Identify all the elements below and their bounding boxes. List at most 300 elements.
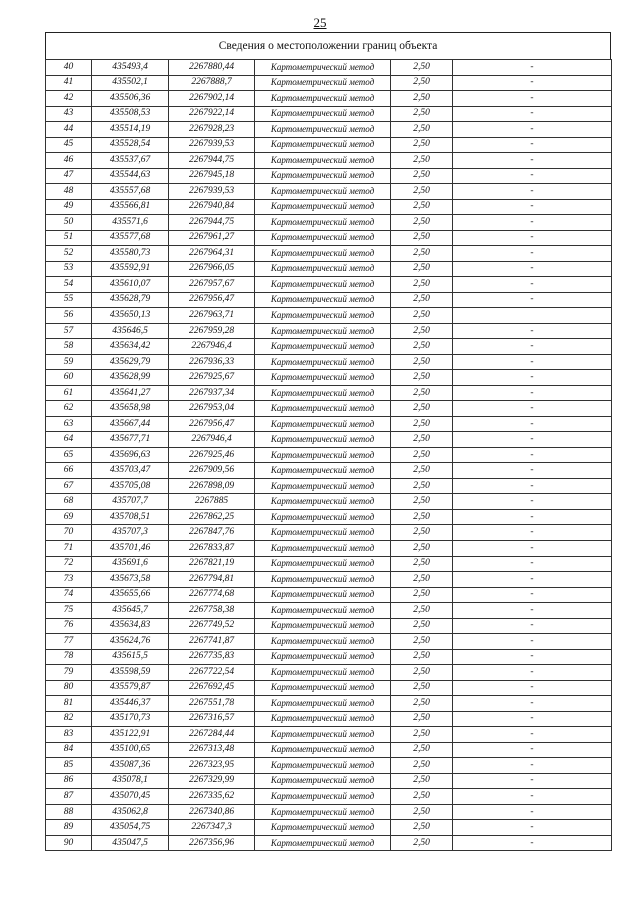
y-coordinate-cell: 2267957,67 bbox=[169, 277, 255, 293]
method-cell: Картометрический метод bbox=[255, 649, 391, 665]
method-cell: Картометрический метод bbox=[255, 261, 391, 277]
remarks-cell: - bbox=[453, 230, 612, 246]
x-coordinate-cell: 435705,08 bbox=[92, 478, 169, 494]
table-row bbox=[46, 727, 612, 743]
point-number-cell: 42 bbox=[46, 91, 92, 107]
accuracy-cell: 2,50 bbox=[391, 587, 453, 603]
accuracy-cell: 2,50 bbox=[391, 696, 453, 712]
method-cell: Картометрический метод bbox=[255, 75, 391, 91]
x-coordinate-cell: 435493,4 bbox=[92, 60, 169, 76]
method-cell: Картометрический метод bbox=[255, 634, 391, 650]
remarks-cell: - bbox=[453, 773, 612, 789]
table-row bbox=[46, 354, 612, 370]
remarks-cell: - bbox=[453, 618, 612, 634]
accuracy-cell: 2,50 bbox=[391, 385, 453, 401]
x-coordinate-cell: 435514,19 bbox=[92, 122, 169, 138]
table-row bbox=[46, 261, 612, 277]
method-cell: Картометрический метод bbox=[255, 153, 391, 169]
remarks-cell: - bbox=[453, 835, 612, 851]
point-number-cell: 61 bbox=[46, 385, 92, 401]
x-coordinate-cell: 435628,79 bbox=[92, 292, 169, 308]
point-number-cell: 77 bbox=[46, 634, 92, 650]
y-coordinate-cell: 2267964,31 bbox=[169, 246, 255, 262]
method-cell: Картометрический метод bbox=[255, 758, 391, 774]
remarks-cell: - bbox=[453, 184, 612, 200]
remarks-cell: - bbox=[453, 696, 612, 712]
x-coordinate-cell: 435615,5 bbox=[92, 649, 169, 665]
x-coordinate-cell: 435655,66 bbox=[92, 587, 169, 603]
remarks-cell: - bbox=[453, 603, 612, 619]
accuracy-cell: 2,50 bbox=[391, 742, 453, 758]
method-cell: Картометрический метод bbox=[255, 339, 391, 355]
y-coordinate-cell: 2267880,44 bbox=[169, 60, 255, 76]
table-row bbox=[46, 618, 612, 634]
table-row bbox=[46, 509, 612, 525]
table-row bbox=[46, 416, 612, 432]
remarks-cell: - bbox=[453, 742, 612, 758]
accuracy-cell: 2,50 bbox=[391, 370, 453, 386]
remarks-cell: - bbox=[453, 463, 612, 479]
point-number-cell: 66 bbox=[46, 463, 92, 479]
table-caption: Сведения о местоположении границ объекта bbox=[45, 32, 611, 59]
table-row bbox=[46, 820, 612, 836]
accuracy-cell: 2,50 bbox=[391, 618, 453, 634]
method-cell: Картометрический метод bbox=[255, 603, 391, 619]
x-coordinate-cell: 435528,54 bbox=[92, 137, 169, 153]
table-row bbox=[46, 587, 612, 603]
x-coordinate-cell: 435624,76 bbox=[92, 634, 169, 650]
table-row bbox=[46, 137, 612, 153]
point-number-cell: 88 bbox=[46, 804, 92, 820]
y-coordinate-cell: 2267347,3 bbox=[169, 820, 255, 836]
y-coordinate-cell: 2267956,47 bbox=[169, 292, 255, 308]
y-coordinate-cell: 2267356,96 bbox=[169, 835, 255, 851]
remarks-cell: - bbox=[453, 60, 612, 76]
point-number-cell: 83 bbox=[46, 727, 92, 743]
x-coordinate-cell: 435446,37 bbox=[92, 696, 169, 712]
point-number-cell: 64 bbox=[46, 432, 92, 448]
x-coordinate-cell: 435506,36 bbox=[92, 91, 169, 107]
y-coordinate-cell: 2267551,78 bbox=[169, 696, 255, 712]
accuracy-cell: 2,50 bbox=[391, 137, 453, 153]
point-number-cell: 85 bbox=[46, 758, 92, 774]
y-coordinate-cell: 2267939,53 bbox=[169, 137, 255, 153]
table-row bbox=[46, 60, 612, 76]
y-coordinate-cell: 2267936,33 bbox=[169, 354, 255, 370]
point-number-cell: 81 bbox=[46, 696, 92, 712]
point-number-cell: 59 bbox=[46, 354, 92, 370]
table-row bbox=[46, 385, 612, 401]
accuracy-cell: 2,50 bbox=[391, 680, 453, 696]
y-coordinate-cell: 2267946,4 bbox=[169, 339, 255, 355]
point-number-cell: 90 bbox=[46, 835, 92, 851]
x-coordinate-cell: 435047,5 bbox=[92, 835, 169, 851]
method-cell: Картометрический метод bbox=[255, 711, 391, 727]
table-row bbox=[46, 773, 612, 789]
accuracy-cell: 2,50 bbox=[391, 727, 453, 743]
method-cell: Картометрический метод bbox=[255, 494, 391, 510]
point-number-cell: 63 bbox=[46, 416, 92, 432]
method-cell: Картометрический метод bbox=[255, 246, 391, 262]
method-cell: Картометрический метод bbox=[255, 308, 391, 324]
table-row bbox=[46, 230, 612, 246]
y-coordinate-cell: 2267922,14 bbox=[169, 106, 255, 122]
accuracy-cell: 2,50 bbox=[391, 649, 453, 665]
y-coordinate-cell: 2267898,09 bbox=[169, 478, 255, 494]
method-cell: Картометрический метод bbox=[255, 820, 391, 836]
remarks-cell: - bbox=[453, 370, 612, 386]
y-coordinate-cell: 2267925,67 bbox=[169, 370, 255, 386]
table-row bbox=[46, 401, 612, 417]
method-cell: Картометрический метод bbox=[255, 137, 391, 153]
method-cell: Картометрический метод bbox=[255, 789, 391, 805]
method-cell: Картометрический метод bbox=[255, 742, 391, 758]
table-row bbox=[46, 339, 612, 355]
y-coordinate-cell: 2267722,54 bbox=[169, 665, 255, 681]
x-coordinate-cell: 435677,71 bbox=[92, 432, 169, 448]
x-coordinate-cell: 435634,42 bbox=[92, 339, 169, 355]
accuracy-cell: 2,50 bbox=[391, 758, 453, 774]
accuracy-cell: 2,50 bbox=[391, 122, 453, 138]
point-number-cell: 75 bbox=[46, 603, 92, 619]
x-coordinate-cell: 435170,73 bbox=[92, 711, 169, 727]
point-number-cell: 56 bbox=[46, 308, 92, 324]
y-coordinate-cell: 2267961,27 bbox=[169, 230, 255, 246]
y-coordinate-cell: 2267966,05 bbox=[169, 261, 255, 277]
method-cell: Картометрический метод bbox=[255, 416, 391, 432]
point-number-cell: 86 bbox=[46, 773, 92, 789]
remarks-cell: - bbox=[453, 540, 612, 556]
x-coordinate-cell: 435087,36 bbox=[92, 758, 169, 774]
x-coordinate-cell: 435696,63 bbox=[92, 447, 169, 463]
point-number-cell: 79 bbox=[46, 665, 92, 681]
point-number-cell: 40 bbox=[46, 60, 92, 76]
point-number-cell: 46 bbox=[46, 153, 92, 169]
x-coordinate-cell: 435062,8 bbox=[92, 804, 169, 820]
table-row bbox=[46, 447, 612, 463]
remarks-cell: - bbox=[453, 292, 612, 308]
y-coordinate-cell: 2267847,76 bbox=[169, 525, 255, 541]
y-coordinate-cell: 2267329,99 bbox=[169, 773, 255, 789]
y-coordinate-cell: 2267925,46 bbox=[169, 447, 255, 463]
accuracy-cell: 2,50 bbox=[391, 773, 453, 789]
remarks-cell: - bbox=[453, 401, 612, 417]
accuracy-cell: 2,50 bbox=[391, 789, 453, 805]
table-row bbox=[46, 106, 612, 122]
accuracy-cell: 2,50 bbox=[391, 246, 453, 262]
accuracy-cell: 2,50 bbox=[391, 261, 453, 277]
remarks-cell: - bbox=[453, 122, 612, 138]
point-number-cell: 53 bbox=[46, 261, 92, 277]
method-cell: Картометрический метод bbox=[255, 525, 391, 541]
remarks-cell: - bbox=[453, 494, 612, 510]
table-row bbox=[46, 168, 612, 184]
y-coordinate-cell: 2267944,75 bbox=[169, 215, 255, 231]
table-row bbox=[46, 634, 612, 650]
accuracy-cell: 2,50 bbox=[391, 277, 453, 293]
y-coordinate-cell: 2267284,44 bbox=[169, 727, 255, 743]
point-number-cell: 49 bbox=[46, 199, 92, 215]
y-coordinate-cell: 2267758,38 bbox=[169, 603, 255, 619]
y-coordinate-cell: 2267692,45 bbox=[169, 680, 255, 696]
x-coordinate-cell: 435646,5 bbox=[92, 323, 169, 339]
x-coordinate-cell: 435537,67 bbox=[92, 153, 169, 169]
method-cell: Картометрический метод bbox=[255, 215, 391, 231]
remarks-cell: - bbox=[453, 106, 612, 122]
x-coordinate-cell: 435571,6 bbox=[92, 215, 169, 231]
method-cell: Картометрический метод bbox=[255, 184, 391, 200]
point-number-cell: 73 bbox=[46, 572, 92, 588]
table-row bbox=[46, 789, 612, 805]
y-coordinate-cell: 2267323,95 bbox=[169, 758, 255, 774]
accuracy-cell: 2,50 bbox=[391, 463, 453, 479]
remarks-cell: - bbox=[453, 432, 612, 448]
point-number-cell: 84 bbox=[46, 742, 92, 758]
remarks-cell: - bbox=[453, 199, 612, 215]
remarks-cell: - bbox=[453, 804, 612, 820]
remarks-cell: - bbox=[453, 711, 612, 727]
y-coordinate-cell: 2267902,14 bbox=[169, 91, 255, 107]
method-cell: Картометрический метод bbox=[255, 292, 391, 308]
table-row bbox=[46, 835, 612, 851]
table-row bbox=[46, 75, 612, 91]
x-coordinate-cell: 435691,6 bbox=[92, 556, 169, 572]
method-cell: Картометрический метод bbox=[255, 385, 391, 401]
remarks-cell: - bbox=[453, 261, 612, 277]
remarks-cell: - bbox=[453, 587, 612, 603]
table-row bbox=[46, 680, 612, 696]
point-number-cell: 58 bbox=[46, 339, 92, 355]
boundary-table-sheet bbox=[45, 32, 611, 851]
accuracy-cell: 2,50 bbox=[391, 447, 453, 463]
method-cell: Картометрический метод bbox=[255, 540, 391, 556]
point-number-cell: 82 bbox=[46, 711, 92, 727]
x-coordinate-cell: 435650,13 bbox=[92, 308, 169, 324]
point-number-cell: 50 bbox=[46, 215, 92, 231]
x-coordinate-cell: 435641,27 bbox=[92, 385, 169, 401]
x-coordinate-cell: 435634,83 bbox=[92, 618, 169, 634]
method-cell: Картометрический метод bbox=[255, 556, 391, 572]
y-coordinate-cell: 2267313,48 bbox=[169, 742, 255, 758]
table-row bbox=[46, 696, 612, 712]
remarks-cell: - bbox=[453, 572, 612, 588]
remarks-cell: - bbox=[453, 820, 612, 836]
y-coordinate-cell: 2267939,53 bbox=[169, 184, 255, 200]
x-coordinate-cell: 435707,7 bbox=[92, 494, 169, 510]
x-coordinate-cell: 435122,91 bbox=[92, 727, 169, 743]
x-coordinate-cell: 435070,45 bbox=[92, 789, 169, 805]
x-coordinate-cell: 435701,46 bbox=[92, 540, 169, 556]
remarks-cell: - bbox=[453, 789, 612, 805]
accuracy-cell: 2,50 bbox=[391, 835, 453, 851]
point-number-cell: 78 bbox=[46, 649, 92, 665]
accuracy-cell: 2,50 bbox=[391, 75, 453, 91]
method-cell: Картометрический метод bbox=[255, 572, 391, 588]
table-row bbox=[46, 184, 612, 200]
accuracy-cell: 2,50 bbox=[391, 91, 453, 107]
method-cell: Картометрический метод bbox=[255, 835, 391, 851]
y-coordinate-cell: 2267945,18 bbox=[169, 168, 255, 184]
method-cell: Картометрический метод bbox=[255, 432, 391, 448]
point-number-cell: 57 bbox=[46, 323, 92, 339]
remarks-cell: - bbox=[453, 168, 612, 184]
method-cell: Картометрический метод bbox=[255, 618, 391, 634]
point-number-cell: 70 bbox=[46, 525, 92, 541]
remarks-cell: - bbox=[453, 649, 612, 665]
table-row bbox=[46, 525, 612, 541]
table-row bbox=[46, 603, 612, 619]
point-number-cell: 55 bbox=[46, 292, 92, 308]
y-coordinate-cell: 2267862,25 bbox=[169, 509, 255, 525]
x-coordinate-cell: 435703,47 bbox=[92, 463, 169, 479]
method-cell: Картометрический метод bbox=[255, 168, 391, 184]
y-coordinate-cell: 2267956,47 bbox=[169, 416, 255, 432]
table-row bbox=[46, 463, 612, 479]
point-number-cell: 62 bbox=[46, 401, 92, 417]
point-number-cell: 72 bbox=[46, 556, 92, 572]
remarks-cell: - bbox=[453, 385, 612, 401]
table-row bbox=[46, 758, 612, 774]
point-number-cell: 47 bbox=[46, 168, 92, 184]
x-coordinate-cell: 435580,73 bbox=[92, 246, 169, 262]
accuracy-cell: 2,50 bbox=[391, 106, 453, 122]
table-row bbox=[46, 572, 612, 588]
method-cell: Картометрический метод bbox=[255, 354, 391, 370]
method-cell: Картометрический метод bbox=[255, 463, 391, 479]
table-row bbox=[46, 277, 612, 293]
point-number-cell: 68 bbox=[46, 494, 92, 510]
accuracy-cell: 2,50 bbox=[391, 634, 453, 650]
point-number-cell: 60 bbox=[46, 370, 92, 386]
table-row bbox=[46, 665, 612, 681]
table-row bbox=[46, 742, 612, 758]
accuracy-cell: 2,50 bbox=[391, 711, 453, 727]
y-coordinate-cell: 2267735,83 bbox=[169, 649, 255, 665]
y-coordinate-cell: 2267833,87 bbox=[169, 540, 255, 556]
point-number-cell: 74 bbox=[46, 587, 92, 603]
accuracy-cell: 2,50 bbox=[391, 525, 453, 541]
point-number-cell: 52 bbox=[46, 246, 92, 262]
method-cell: Картометрический метод bbox=[255, 370, 391, 386]
y-coordinate-cell: 2267937,34 bbox=[169, 385, 255, 401]
method-cell: Картометрический метод bbox=[255, 696, 391, 712]
accuracy-cell: 2,50 bbox=[391, 215, 453, 231]
y-coordinate-cell: 2267928,23 bbox=[169, 122, 255, 138]
remarks-cell: - bbox=[453, 91, 612, 107]
accuracy-cell: 2,50 bbox=[391, 556, 453, 572]
table-body bbox=[46, 60, 612, 851]
remarks-cell: - bbox=[453, 354, 612, 370]
x-coordinate-cell: 435054,75 bbox=[92, 820, 169, 836]
remarks-cell: - bbox=[453, 153, 612, 169]
method-cell: Картометрический метод bbox=[255, 773, 391, 789]
remarks-cell: - bbox=[453, 556, 612, 572]
method-cell: Картометрический метод bbox=[255, 478, 391, 494]
y-coordinate-cell: 2267774,68 bbox=[169, 587, 255, 603]
accuracy-cell: 2,50 bbox=[391, 804, 453, 820]
table-row bbox=[46, 370, 612, 386]
point-number-cell: 71 bbox=[46, 540, 92, 556]
table-row bbox=[46, 292, 612, 308]
y-coordinate-cell: 2267953,04 bbox=[169, 401, 255, 417]
accuracy-cell: 2,50 bbox=[391, 323, 453, 339]
table-row bbox=[46, 153, 612, 169]
x-coordinate-cell: 435557,68 bbox=[92, 184, 169, 200]
accuracy-cell: 2,50 bbox=[391, 572, 453, 588]
table-row bbox=[46, 432, 612, 448]
point-number-cell: 80 bbox=[46, 680, 92, 696]
accuracy-cell: 2,50 bbox=[391, 308, 453, 324]
y-coordinate-cell: 2267749,52 bbox=[169, 618, 255, 634]
remarks-cell: - bbox=[453, 323, 612, 339]
x-coordinate-cell: 435579,87 bbox=[92, 680, 169, 696]
point-number-cell: 41 bbox=[46, 75, 92, 91]
y-coordinate-cell: 2267316,57 bbox=[169, 711, 255, 727]
point-number-cell: 89 bbox=[46, 820, 92, 836]
table-row bbox=[46, 804, 612, 820]
table-row bbox=[46, 556, 612, 572]
table-row bbox=[46, 246, 612, 262]
method-cell: Картометрический метод bbox=[255, 323, 391, 339]
method-cell: Картометрический метод bbox=[255, 230, 391, 246]
y-coordinate-cell: 2267885 bbox=[169, 494, 255, 510]
accuracy-cell: 2,50 bbox=[391, 153, 453, 169]
x-coordinate-cell: 435592,91 bbox=[92, 261, 169, 277]
point-number-cell: 45 bbox=[46, 137, 92, 153]
accuracy-cell: 2,50 bbox=[391, 494, 453, 510]
remarks-cell: - bbox=[453, 665, 612, 681]
remarks-cell: - bbox=[453, 758, 612, 774]
remarks-cell: - bbox=[453, 447, 612, 463]
method-cell: Картометрический метод bbox=[255, 665, 391, 681]
table-row bbox=[46, 478, 612, 494]
method-cell: Картометрический метод bbox=[255, 60, 391, 76]
x-coordinate-cell: 435610,07 bbox=[92, 277, 169, 293]
table-row bbox=[46, 540, 612, 556]
method-cell: Картометрический метод bbox=[255, 509, 391, 525]
method-cell: Картометрический метод bbox=[255, 106, 391, 122]
x-coordinate-cell: 435100,65 bbox=[92, 742, 169, 758]
method-cell: Картометрический метод bbox=[255, 727, 391, 743]
accuracy-cell: 2,50 bbox=[391, 432, 453, 448]
x-coordinate-cell: 435566,81 bbox=[92, 199, 169, 215]
remarks-cell: - bbox=[453, 215, 612, 231]
accuracy-cell: 2,50 bbox=[391, 478, 453, 494]
accuracy-cell: 2,50 bbox=[391, 184, 453, 200]
x-coordinate-cell: 435645,7 bbox=[92, 603, 169, 619]
accuracy-cell: 2,50 bbox=[391, 603, 453, 619]
table-row bbox=[46, 494, 612, 510]
point-number-cell: 65 bbox=[46, 447, 92, 463]
y-coordinate-cell: 2267940,84 bbox=[169, 199, 255, 215]
method-cell: Картометрический метод bbox=[255, 401, 391, 417]
accuracy-cell: 2,50 bbox=[391, 401, 453, 417]
table-row bbox=[46, 308, 612, 324]
y-coordinate-cell: 2267741,87 bbox=[169, 634, 255, 650]
table-row bbox=[46, 711, 612, 727]
y-coordinate-cell: 2267340,86 bbox=[169, 804, 255, 820]
y-coordinate-cell: 2267335,62 bbox=[169, 789, 255, 805]
y-coordinate-cell: 2267821,19 bbox=[169, 556, 255, 572]
accuracy-cell: 2,50 bbox=[391, 665, 453, 681]
point-number-cell: 51 bbox=[46, 230, 92, 246]
table-row bbox=[46, 91, 612, 107]
method-cell: Картометрический метод bbox=[255, 680, 391, 696]
method-cell: Картометрический метод bbox=[255, 587, 391, 603]
accuracy-cell: 2,50 bbox=[391, 292, 453, 308]
accuracy-cell: 2,50 bbox=[391, 416, 453, 432]
accuracy-cell: 2,50 bbox=[391, 60, 453, 76]
